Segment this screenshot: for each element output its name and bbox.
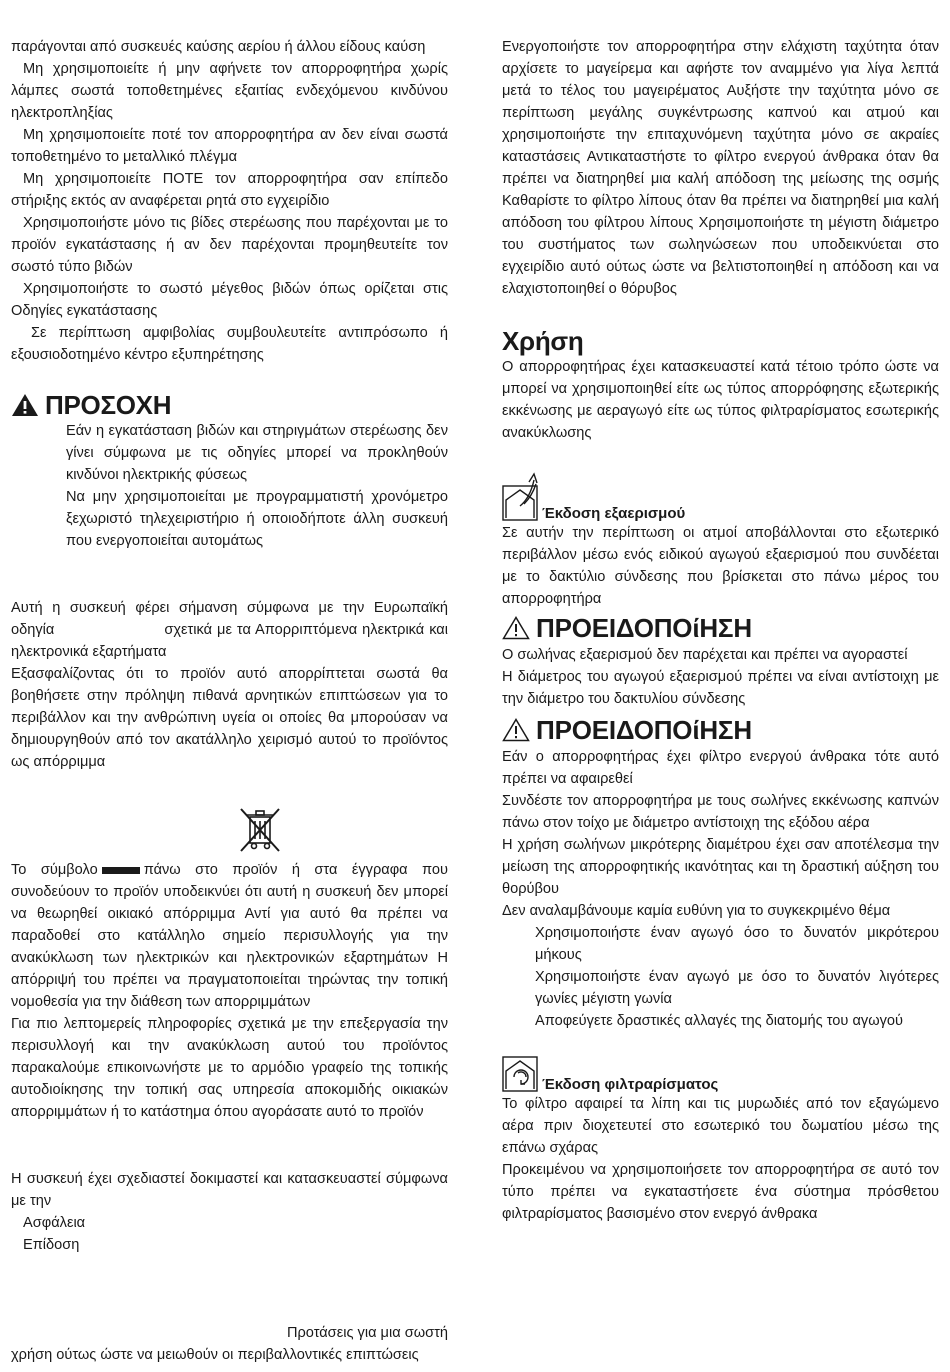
use-paragraph: Ο απορροφητήρας έχει κατασκευαστεί κατά τέτοιο τρόπο ώστε να μπορεί να χρησιμοποιηθεί είτε ως τύπος απορρόφησης εξωτερικής εκκένωσης με αεραγωγό είτε ως τύπος φιλτραρίσματος εσωτερικής ανακύκλωσης bbox=[502, 359, 939, 441]
warning-1-pipe: Ο σωλήνας εξαερισμού δεν παρέχεται και πρέπει να αγοραστεί bbox=[502, 647, 908, 663]
paragraph-support-surface: Μη χρησιμοποιείτε ΠΟΤΕ τον απορροφητήρα σαν επίπεδο στήριξης εκτός αν αναφέρεται ρητά στο εγχειρίδιο bbox=[11, 171, 448, 209]
info-paragraph: Για πιο λεπτομερείς πληροφορίες σχετικά με την επεξεργασία την περισυλλογή και την ανακύκλωση αυτού του προϊόντος παρακαλούμε επικοινωνήστε με το αρμόδιο γραφείο της τοπικής αυτοδιοίκησης την τοπική σας υπηρεσία αποκομιδής οικιακών απορριμμάτων ή το κατάστημα όπου αγοράσατε αυτό το προϊόν bbox=[11, 1016, 448, 1120]
usage-tips-paragraph: Ενεργοποιήστε τον απορροφητήρα στην ελάχιστη ταχύτητα όταν αρχίσετε το μαγείρεμα και αφήστε τον αναμμένο για λίγα λεπτά μετά το τέλος του μαγειρέματος Αυξήστε την ταχύτητα μόνο σε περίπτωση μεγάλης συγκέντρωσης καπνού και ατμού και χρησιμοποιήστε την επιταχυνόμενη ταχύτητα μόνο σε ακραίες καταστάσεις Αντικαταστήστε το φίλτρο ενεργού άνθρακα όταν θα πρέπει να διατηρηθεί μια καλή απόδοση της μείωσης της οσμής Καθαρίστε το φίλτρο λίπους όταν θα πρέπει να διατηρηθεί μια καλή απόδοση του φίλτρου λίπους Χρησιμοποιήστε τη μέγιστη διάμετρο του συστήματος των σωληνώσεων που υποδεικνύεται στο εγχειρίδιο αυτό ούτως ώστε να βελτιστοποιηθεί η απόδοση και να ελαχιστοποιηθεί ο θόρυβος bbox=[502, 39, 939, 297]
recommendation-section: Αποφεύγετε δραστικές αλλαγές της διατομής του αγωγού bbox=[535, 1013, 903, 1029]
safety-item: Ασφάλεια bbox=[23, 1215, 86, 1231]
ducting-heading bbox=[502, 470, 939, 522]
ducting-mode-icon bbox=[502, 470, 538, 522]
warning-outline-icon bbox=[502, 718, 530, 742]
duct-recommendations bbox=[535, 922, 939, 1032]
warning-outline-icon bbox=[502, 616, 530, 640]
weee-intro: Αυτή η συσκευή φέρει σήμανση σύμφωνα με την Ευρωπαϊκή οδηγία σχετικά με τα Απορριπτόμενα ηλεκτρικά και ηλεκτρονικά εξαρτήματα bbox=[11, 600, 448, 660]
intro-line: παράγονται από συσκευές καύσης αερίου ή άλλου είδους καύση bbox=[11, 39, 426, 55]
paragraph-screw-size: Χρησιμοποιήστε το σωστό μέγεθος βιδών όπως ορίζεται στις Οδηγίες εγκατάστασης bbox=[11, 281, 448, 319]
filter-paragraph-2: Προκειμένου να χρησιμοποιήσετε τον απορροφητήρα σε αυτό τον τύπο πρέπει να εγκαταστήσετε ένα σύστημα πρόσθετου φιλτραρίσματος βασισμένο στον ενεργό άνθρακα bbox=[502, 1162, 939, 1222]
symbol-paragraph: Το σύμβολο πάνω στο προϊόν ή στα έγγραφα που συνοδεύουν το προϊόν υποδεικνύει ότι αυτή η συσκευή δεν μπορεί να θεωρηθεί οικιακό απόρριμμα Αντί για αυτό θα πρέπει να παραδοθεί στο κατάλληλο σημείο περισυλλογής για την ανακύκλωση των ηλεκτρικών και ηλεκτρονικών εξαρτημάτων Η απόρριψή του πρέπει να πραγματοποιείται τηρώντας την τοπική νομοθεσία για την διάθεση των απορριμμάτων bbox=[11, 862, 448, 1010]
recirculation-mode-icon bbox=[502, 1055, 538, 1093]
use-title: Χρήση bbox=[502, 326, 584, 356]
filter-paragraph-1: Το φίλτρο αφαιρεί τα λίπη και τις μυρωδιές από τον εξαγώμενο αέρα πριν διοχετευτεί στο εσωτερικό του δωματίου μέσω της επάνω σχάρας bbox=[502, 1096, 939, 1156]
warning-1-diameter: Η διάμετρος του αγωγού εξαερισμού πρέπει να είναι αντίστοιχη με την διάμετρο του δακτυλίου σύνδεσης bbox=[502, 669, 939, 707]
filter-title: Έκδοση φιλτραρίσματος bbox=[542, 1076, 719, 1093]
left-column bbox=[11, 36, 448, 1366]
warning-2-liability: Δεν αναλαμβάνουμε καμία ευθύνη για το συγκεκριμένο θέμα bbox=[502, 903, 891, 919]
right-column bbox=[502, 36, 939, 1225]
design-paragraph: Η συσκευή έχει σχεδιαστεί δοκιμαστεί και κατασκευαστεί σύμφωνα με την bbox=[11, 1171, 448, 1209]
filter-heading bbox=[502, 1055, 939, 1093]
weee-symbol bbox=[11, 805, 448, 855]
warning-2-small-pipes: Η χρήση σωλήνων μικρότερης διαμέτρου έχει σαν αποτέλεσμα την μείωση της απορροφητικής ικανότητας και τη δραστική αύξηση του θορύβου bbox=[502, 837, 939, 897]
paragraph-doubt: Σε περίπτωση αμφιβολίας συμβουλευτείτε αντιπρόσωπο ή εξουσιοδοτημένο κέντρο εξυπηρέτησης bbox=[11, 325, 448, 363]
use-heading bbox=[502, 326, 939, 356]
ducting-paragraph: Σε αυτήν την περίπτωση οι ατμοί αποβάλλονται στο εξωτερικό περιβάλλον μέσω ενός ειδικού αγωγού εξαερισμού που συνδέεται με το δακτύλιο σύνδεσης που βρίσκεται στο πάνω μέρος του απορροφητήρα bbox=[502, 525, 939, 607]
recommendation-length: Χρησιμοποιήστε έναν αγωγό όσο το δυνατόν μικρότερου μήκους bbox=[535, 925, 939, 963]
paragraph-lamps: Μη χρησιμοποιείτε ή μην αφήνετε τον απορροφητήρα χωρίς λάμπες σωστά τοποθετημένες εξαιτίας ενδεχόμενου κινδύνου ηλεκτροπληξίας bbox=[11, 61, 448, 121]
caution-screws: Εάν η εγκατάσταση βιδών και στηριγμάτων στερέωσης δεν γίνει σύμφωνα με τις οδηγίες μπορεί να προκληθούν κινδύνοι ηλεκτρικής φύσεως bbox=[66, 423, 448, 483]
paragraph-screws: Χρησιμοποιήστε μόνο τις βίδες στερέωσης που παρέχονται με το προϊόν εγκατάστασης ή αν δεν παρέχονται προμηθευτείτε τον σωστό τύπο βιδών bbox=[11, 215, 448, 275]
tips-line-2: χρήση ούτως ώστε να μειωθούν οι περιβαλλοντικές επιπτώσεις bbox=[11, 1347, 419, 1363]
caution-heading bbox=[11, 390, 448, 420]
warning-heading-2 bbox=[502, 714, 939, 746]
black-bar-symbol bbox=[102, 867, 140, 874]
warning-title-2: ΠΡΟΕΙΔΟΠΟίΗΣΗ bbox=[536, 715, 752, 745]
warning-2-connect: Συνδέστε τον απορροφητήρα με τους σωλήνες εκκένωσης καπνών πάνω στον τοίχο με διάμετρο αντίστοιχη της εξόδου αέρα bbox=[502, 793, 939, 831]
caution-title: ΠΡΟΣΟΧΗ bbox=[45, 390, 172, 420]
warning-2-carbon: Εάν ο απορροφητήρας έχει φίλτρο ενεργού άνθρακα τότε αυτό πρέπει να αφαιρεθεί bbox=[502, 749, 939, 787]
performance-item: Επίδοση bbox=[23, 1237, 80, 1253]
ducting-title: Έκδοση εξαερισμού bbox=[542, 505, 686, 522]
paragraph-grease-grid: Μη χρησιμοποιείτε ποτέ τον απορροφητήρα αν δεν είναι σωστά τοποθετημένο το μεταλλικό πλέγμα bbox=[11, 127, 448, 165]
caution-timer: Να μην χρησιμοποιείται με προγραμματιστή χρονόμετρο ξεχωριστό τηλεχειριστήριο ή οποιοδήποτε άλλη συσκευή που ενεργοποιείται αυτομάτως bbox=[66, 489, 448, 549]
recommendation-bends: Χρησιμοποιήστε έναν αγωγό με όσο το δυνατόν λιγότερες γωνίες μέγιστη γωνία bbox=[535, 969, 939, 1007]
caution-block bbox=[66, 420, 448, 552]
crossed-bin-icon bbox=[237, 805, 283, 855]
warning-heading-1 bbox=[502, 612, 939, 644]
tips-line-1: Προτάσεις για μια σωστή bbox=[286, 1325, 448, 1341]
weee-disposal: Εξασφαλίζοντας ότι το προϊόν αυτό απορρίπτεται σωστά θα βοηθήσετε στην πρόληψη πιθανά αρνητικών επιπτώσεων για το περιβάλλον και την ανθρώπινη υγεία οι οποίες θα μπορούσαν να δημιουργηθούν από τον ακατάλληλο χειρισμό αυτού το προϊόντος ως απόρριμμα bbox=[11, 666, 448, 770]
warning-filled-icon bbox=[11, 393, 39, 417]
warning-title-1: ΠΡΟΕΙΔΟΠΟίΗΣΗ bbox=[536, 613, 752, 643]
